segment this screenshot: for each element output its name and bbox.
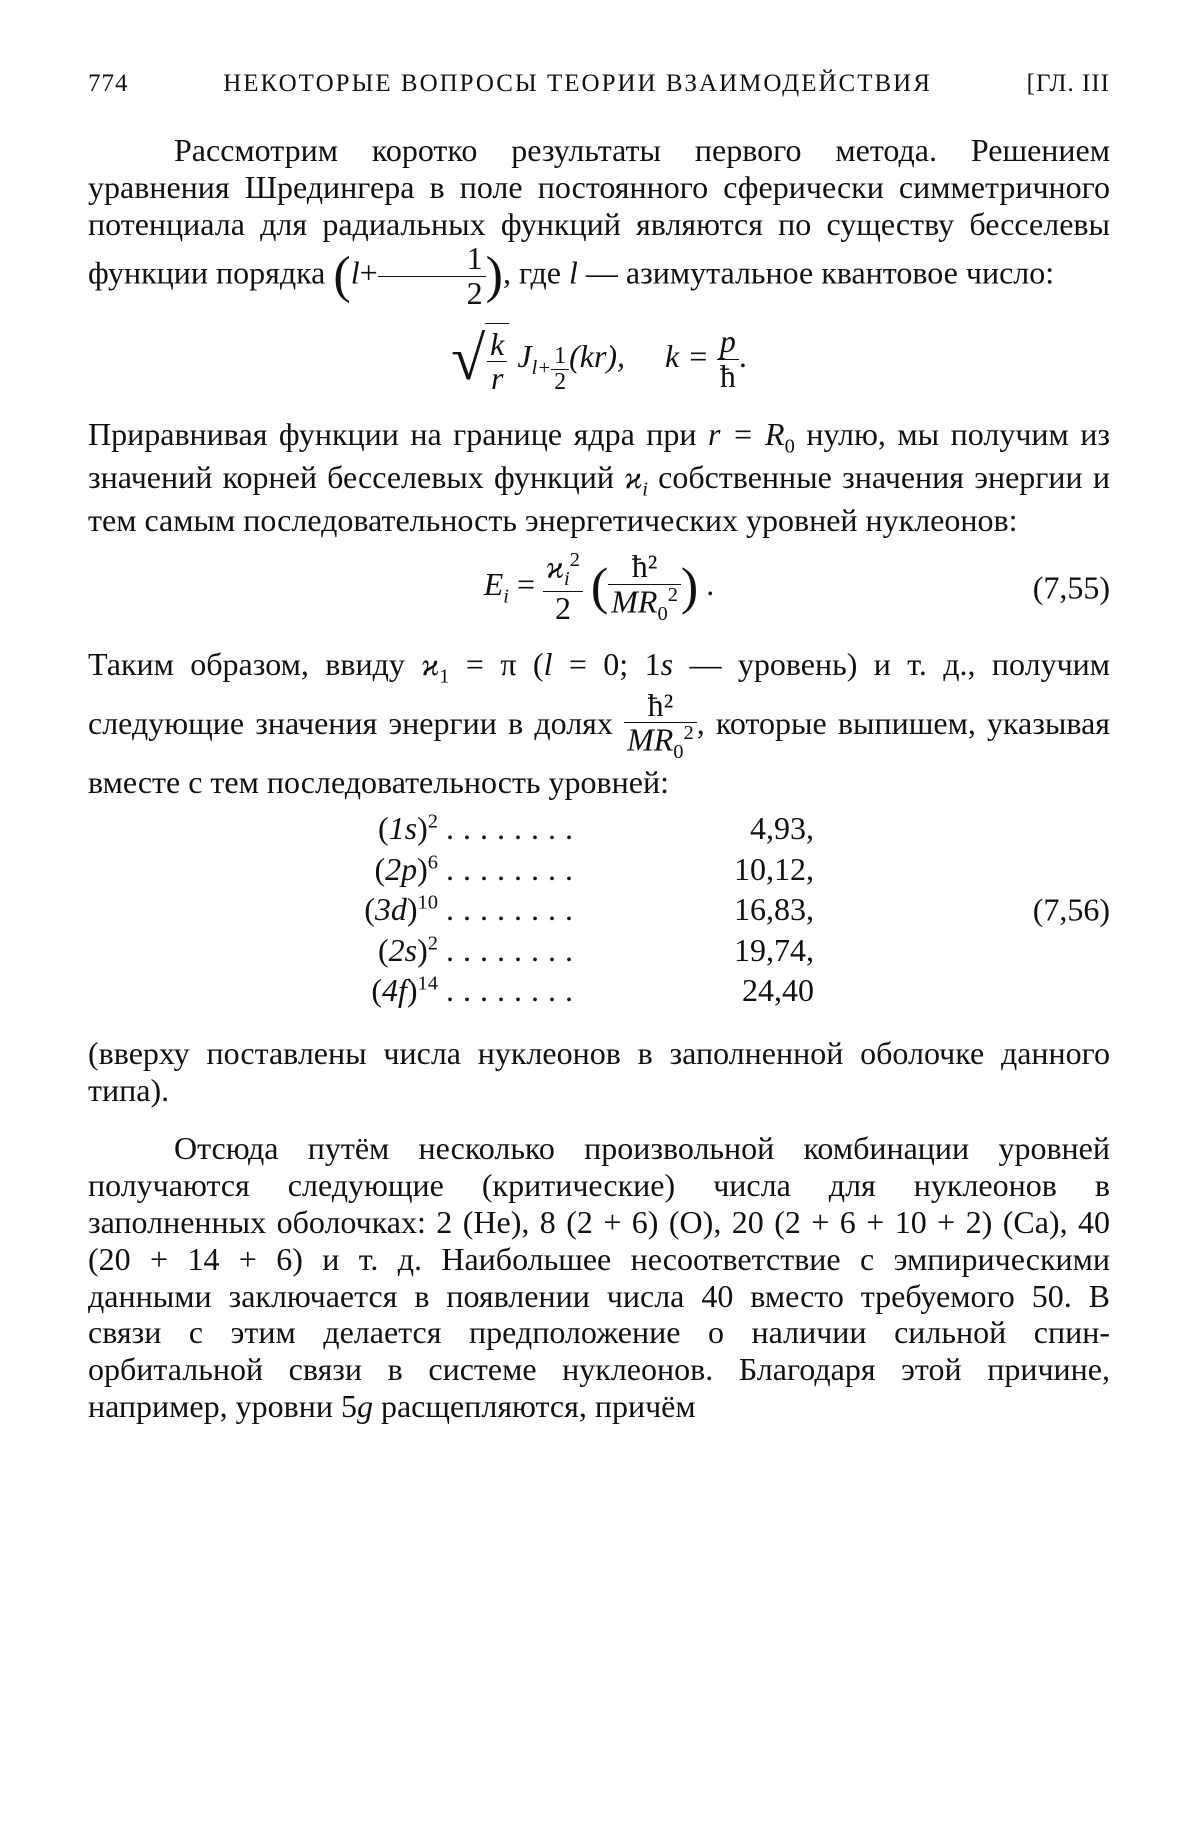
paragraph-5: Отсюда путём несколько произвольной комбинации уровней получаются следующие (критические) числа для нуклеонов в заполненных оболочках: 2 (He), 8 (2 + 6) (O), 20 (2 + 6 + 10 + 2) (Ca), 40 (20 + 14 + 6) и т. д. Наибольшее несоответствие с эмпирическими данными заключается в появлении числа 40 вместо требуемого 50. В связи с этим делается предположение о наличии сильной спин-орбитальной связи в системе нуклеонов. Благодаря этой причине, например, уровни 5g расщепляются, причём xyxy=(88,1130,1110,1424)
equation-number-7-55: (7,55) xyxy=(1032,569,1110,606)
paragraph-2: Приравнивая функции на границе ядра при $r = R_0$ нулю, мы получим из значений корней бесселевых функций $ϰ_i$ собственные значения энергии и тем самым последовательность энергетических уровней нуклеонов: xyxy=(88,415,1111,538)
header-title: НЕКОТОРЫЕ ВОПРОСЫ ТЕОРИИ ВЗАИМОДЕЙСТВИЯ xyxy=(223,70,932,97)
level-leader-dots: ........ xyxy=(446,810,582,847)
level-leader-dots: ........ xyxy=(446,972,582,1009)
equation-number-7-56: (7,56) xyxy=(1032,891,1110,928)
paragraph-3: Таким образом, ввиду $ϰ_1 = \pi$ (l = 0; 1s — уровень) и т. д., получим следующие значения энергии в долях $\frac{\text{ħ²}}{MR_0^2}$ , которые выпишем, указывая вместе с тем последовательность уровней: xyxy=(88,645,1111,800)
level-leader-dots: ........ xyxy=(446,850,582,887)
level-leader-dots: ........ xyxy=(446,931,582,968)
book-page xyxy=(88,70,1110,1425)
level-row xyxy=(348,808,814,848)
level-energy-value: 16,83, xyxy=(734,891,814,928)
formula-bessel: √ $\frac{k}{r}$ $J_{l+ \frac{1}{2}}$ (kr), k = $\frac{p}{ħ}$ . xyxy=(451,323,747,397)
energy-levels-table xyxy=(88,808,1110,1010)
page-number: 774 xyxy=(88,70,129,97)
level-leader-dots: ........ xyxy=(446,891,582,928)
level-orbital: $(4f)^{14}$ xyxy=(371,972,438,1009)
paragraph-1: Рассмотрим коротко результаты первого метода. Решением уравнения Шредингера в поле постоянного сферически симметричного потенциала для радиальных функций являются по существу бесселевы функции порядка (l+ $\frac{1}{2}$ ), где l — азимутальное квантовое число: xyxy=(88,132,1110,311)
running-header xyxy=(88,70,1110,98)
level-energy-value: 10,12, xyxy=(734,850,814,887)
level-energy-value: 4,93, xyxy=(750,810,814,847)
level-orbital: $(1s)^2$ xyxy=(378,810,438,847)
paragraph-4: (вверху поставлены числа нуклеонов в заполненной оболочке данного типа). xyxy=(88,1034,1110,1108)
level-row xyxy=(348,970,814,1010)
level-orbital: $(2p)^6$ xyxy=(374,850,438,887)
level-row xyxy=(348,849,814,889)
formula-energy: $E_i$ = $\frac{ϰ_i^2}{2}$ ( $\frac{\text{ħ²}}{MR_0^2}$ ) . (7,55) xyxy=(483,548,1110,626)
header-chapter: [ГЛ. III xyxy=(1026,70,1110,97)
level-energy-value: 24,40 xyxy=(742,972,814,1009)
level-energy-value: 19,74, xyxy=(734,931,814,968)
level-row xyxy=(348,930,814,970)
levels-list xyxy=(348,808,814,1010)
level-orbital: $(2s)^2$ xyxy=(378,931,438,968)
level-row xyxy=(348,889,814,929)
level-orbital: $(3d)^{10}$ xyxy=(364,891,438,928)
